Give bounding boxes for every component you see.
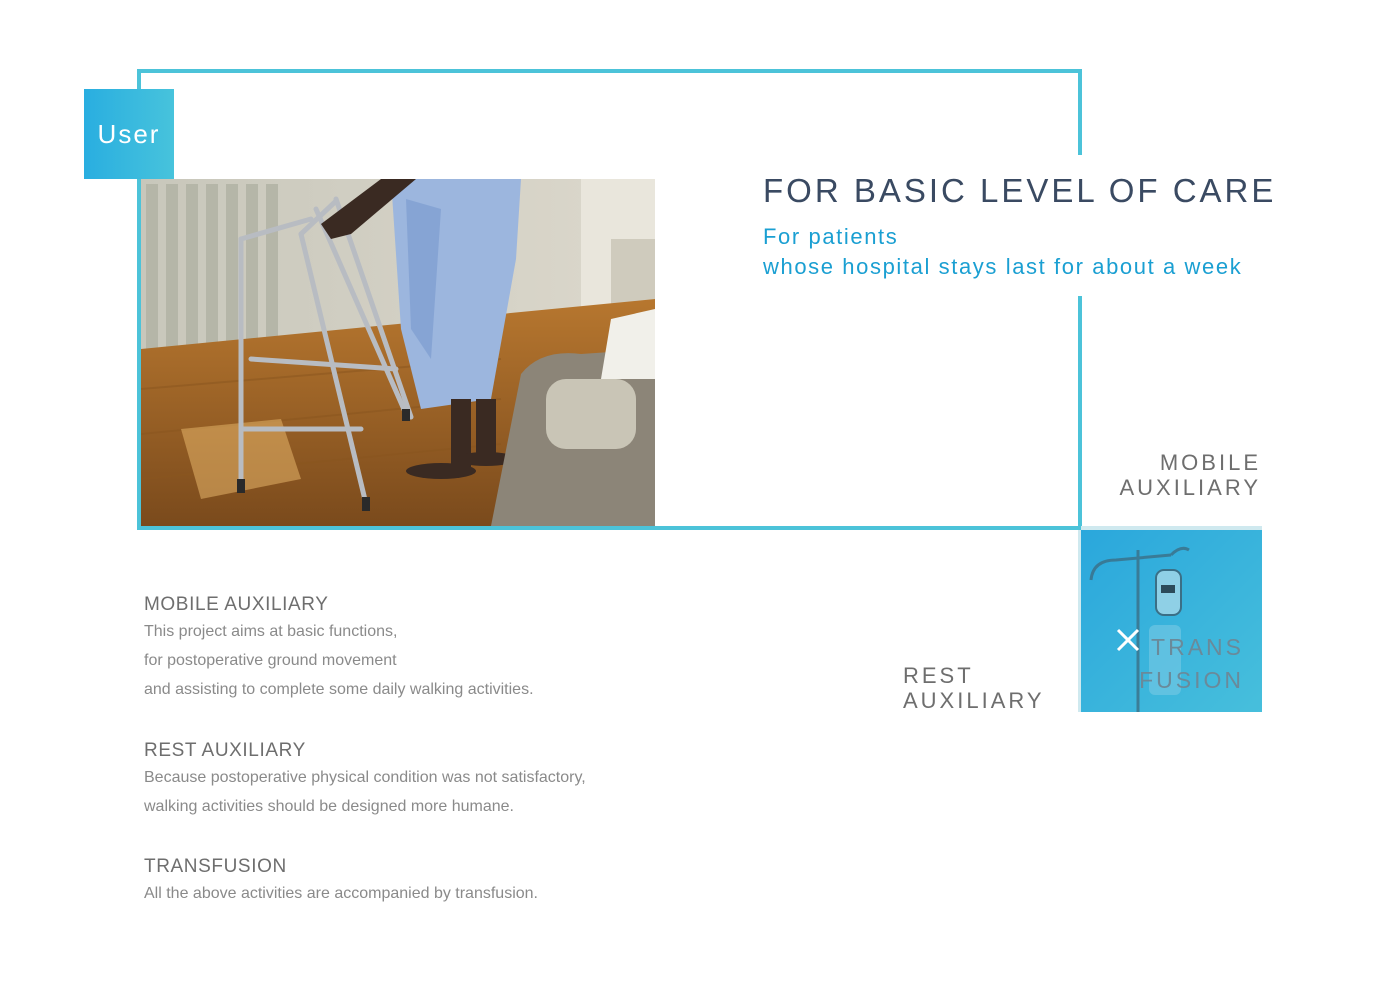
- headline-subtitle-line1: For patients: [763, 224, 899, 249]
- headline-subtitle-line2: whose hospital stays last for about a week: [763, 254, 1243, 279]
- transfusion-label-line1: TRANS: [1151, 634, 1244, 660]
- section-mobile-title: MOBILE AUXILIARY: [144, 594, 329, 615]
- rest-label-line2: AUXILIARY: [903, 688, 1045, 713]
- section-transfusion-line1: All the above activities are accompanied by transfusion.: [144, 885, 538, 902]
- rest-label-line1: REST: [903, 663, 974, 688]
- mobile-label-line2: AUXILIARY: [1119, 475, 1261, 500]
- frame-right-line-lower: [1078, 296, 1082, 530]
- section-mobile-line1: This project aims at basic functions,: [144, 623, 398, 640]
- section-rest-title: REST AUXILIARY: [144, 740, 306, 761]
- mobile-auxiliary-label: [1119, 450, 1261, 500]
- mobile-label-line1: MOBILE: [1159, 450, 1261, 475]
- section-rest-line1: Because postoperative physical condition was not satisfactory,: [144, 769, 586, 786]
- transfusion-label-line2: FUSION: [1139, 667, 1244, 693]
- section-transfusion-title: TRANSFUSION: [144, 856, 287, 877]
- section-mobile-line3: and assisting to complete some daily walking activities.: [144, 681, 534, 698]
- headline-title: FOR BASIC LEVEL OF CARE: [763, 172, 1277, 209]
- frame-bottom-line: [137, 526, 1082, 530]
- patient-walker-illustration: [141, 179, 655, 526]
- frame-top-line: [137, 69, 1082, 73]
- transfusion-label: [1136, 631, 1244, 697]
- user-tag: User: [84, 89, 174, 179]
- patient-walker-photo: [141, 179, 655, 526]
- section-mobile-line2: for postoperative ground movement: [144, 652, 397, 669]
- rest-auxiliary-label: [903, 663, 1045, 713]
- frame-right-line-upper: [1078, 69, 1082, 155]
- section-rest-line2: walking activities should be designed more humane.: [144, 798, 514, 815]
